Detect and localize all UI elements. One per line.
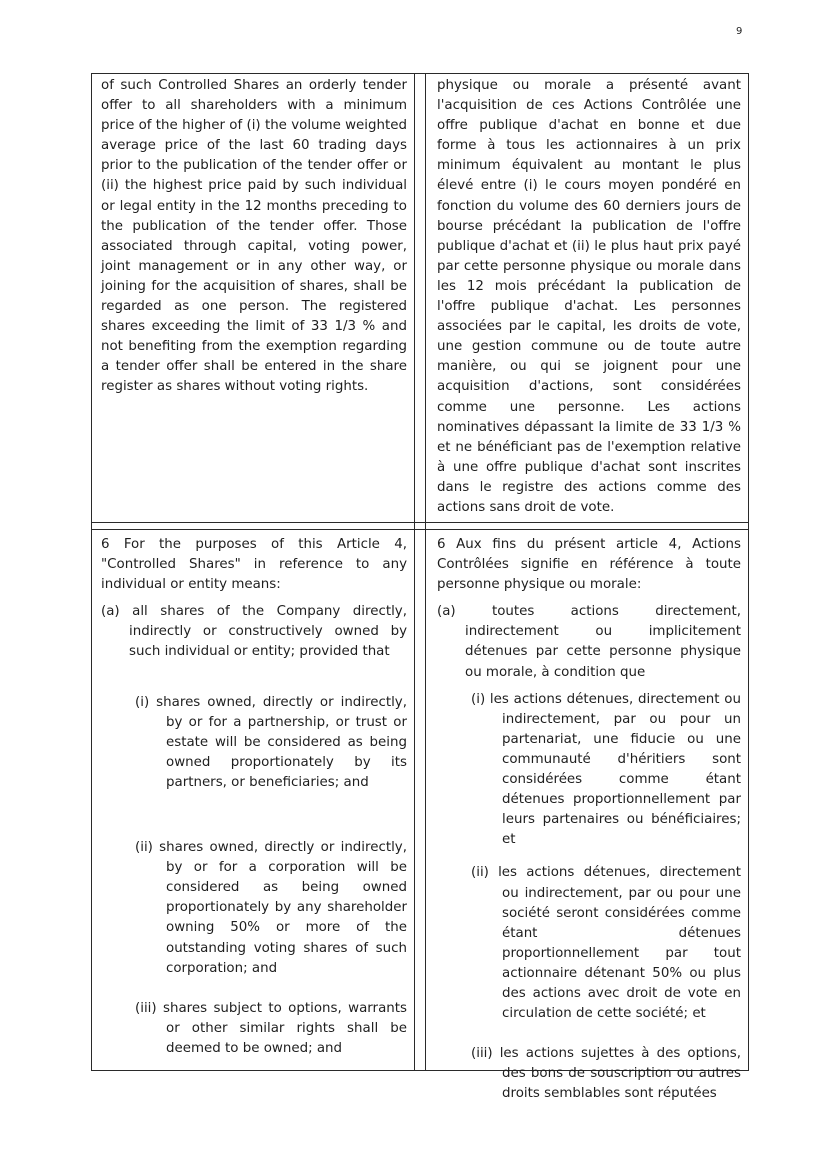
subclause-iii: (iii) les actions sujettes à des options, des bons de souscription ou autres droits semblables sont réputées — [471, 1046, 741, 1102]
definition-intro: 6 For the purposes of this Article 4, "Controlled Shares" in reference to any individual or entity means: — [101, 537, 407, 593]
row-divider — [91, 522, 749, 523]
page-number: 9 — [736, 26, 743, 37]
english-paragraph: of such Controlled Shares an orderly tender offer to all shareholders with a minimum price of the higher of (i) the volume weighted average price of the last 60 trading days prior to the publication of the tender offer or (ii) the highest price paid by such individual or legal entity in the 12 months preceding to the publication of the tender offer. Those associated through capital, voting power, joint management or in any other way, or joining for the acquisition of shares, shall be regarded as one person. The registered shares exceeding the limit of 33 1/3 % and not benefiting from the exemption regarding a tender offer shall be entered in the share register as shares without voting rights. — [101, 78, 407, 395]
column-divider — [414, 73, 415, 1071]
row1-english — [101, 76, 407, 398]
subclause-ii: (ii) shares owned, directly or indirectly, by or for a corporation will be considered as being owned proportionately by any shareholder owning 50% or more of the outstanding voting shares of such corporation; and — [135, 840, 407, 976]
clause-a: (a) toutes actions directement, indirectement ou implicitement détenues par cette personne physique ou morale, à condition que — [437, 604, 741, 680]
clause-a: (a) all shares of the Company directly, indirectly or constructively owned by such individual or entity; provided that — [101, 604, 407, 660]
bilingual-table — [91, 73, 749, 1102]
table-left-border — [91, 73, 92, 1071]
subclause-iii: (iii) shares subject to options, warrants or other similar rights shall be deemed to be owned; and — [135, 1000, 407, 1056]
subclause-i: (i) les actions détenues, directement ou indirectement, par ou pour un partenariat, une fiducie ou une communauté d'héritiers sont considérées comme étant détenues proportionnellement par leurs partenaires ou bénéficiaires; et — [471, 691, 741, 848]
row-divider — [91, 529, 749, 530]
row2-english — [101, 535, 407, 1059]
subclause-ii: (ii) les actions détenues, directement ou indirectement, par ou pour une société seront considérées comme étant détenues proportionnellement par tout actionnaire détenant 50% ou plus des actions avec droit de vote en circulation de cette société; et — [471, 865, 741, 1022]
definition-intro: 6 Aux fins du présent article 4, Actions Contrôlées signifie en référence à toute personne physique ou morale: — [437, 537, 741, 593]
table-right-border — [748, 73, 749, 1071]
french-paragraph: physique ou morale a présenté avant l'acquisition de ces Actions Contrôlée une offre publique d'achat en bonne et due forme à tous les actionnaires à un prix minimum équivalent au montant le plus élevé entre (i) le cours moyen pondéré en fonction du volume des 60 derniers jours de bourse précédant la publication de l'offre publique d'achat et (ii) le plus haut prix payé par cette personne physique ou morale dans les 12 mois précédant la publication de l'offre publique d'achat. Les personnes associées par le capital, les droits de vote, une gestion commune ou de toute autre manière, ou qui se joignent pour une acquisition d'actions, sont considérées comme une personne. Les actions nominatives dépassant la limite de 33 1/3 % et ne bénéficiant pas de l'exemption relative à une offre publique d'achat sont inscrites dans le registre des actions comme des actions sans droit de vote. — [437, 78, 741, 515]
row2-french — [437, 535, 741, 1104]
column-divider — [425, 73, 426, 1071]
row1-french — [437, 76, 741, 518]
subclause-i: (i) shares owned, directly or indirectly, by or for a partnership, or trust or estate will be considered as being owned proportionately by its partners, or beneficiaries; and — [135, 694, 407, 790]
table-top-border — [91, 73, 749, 74]
